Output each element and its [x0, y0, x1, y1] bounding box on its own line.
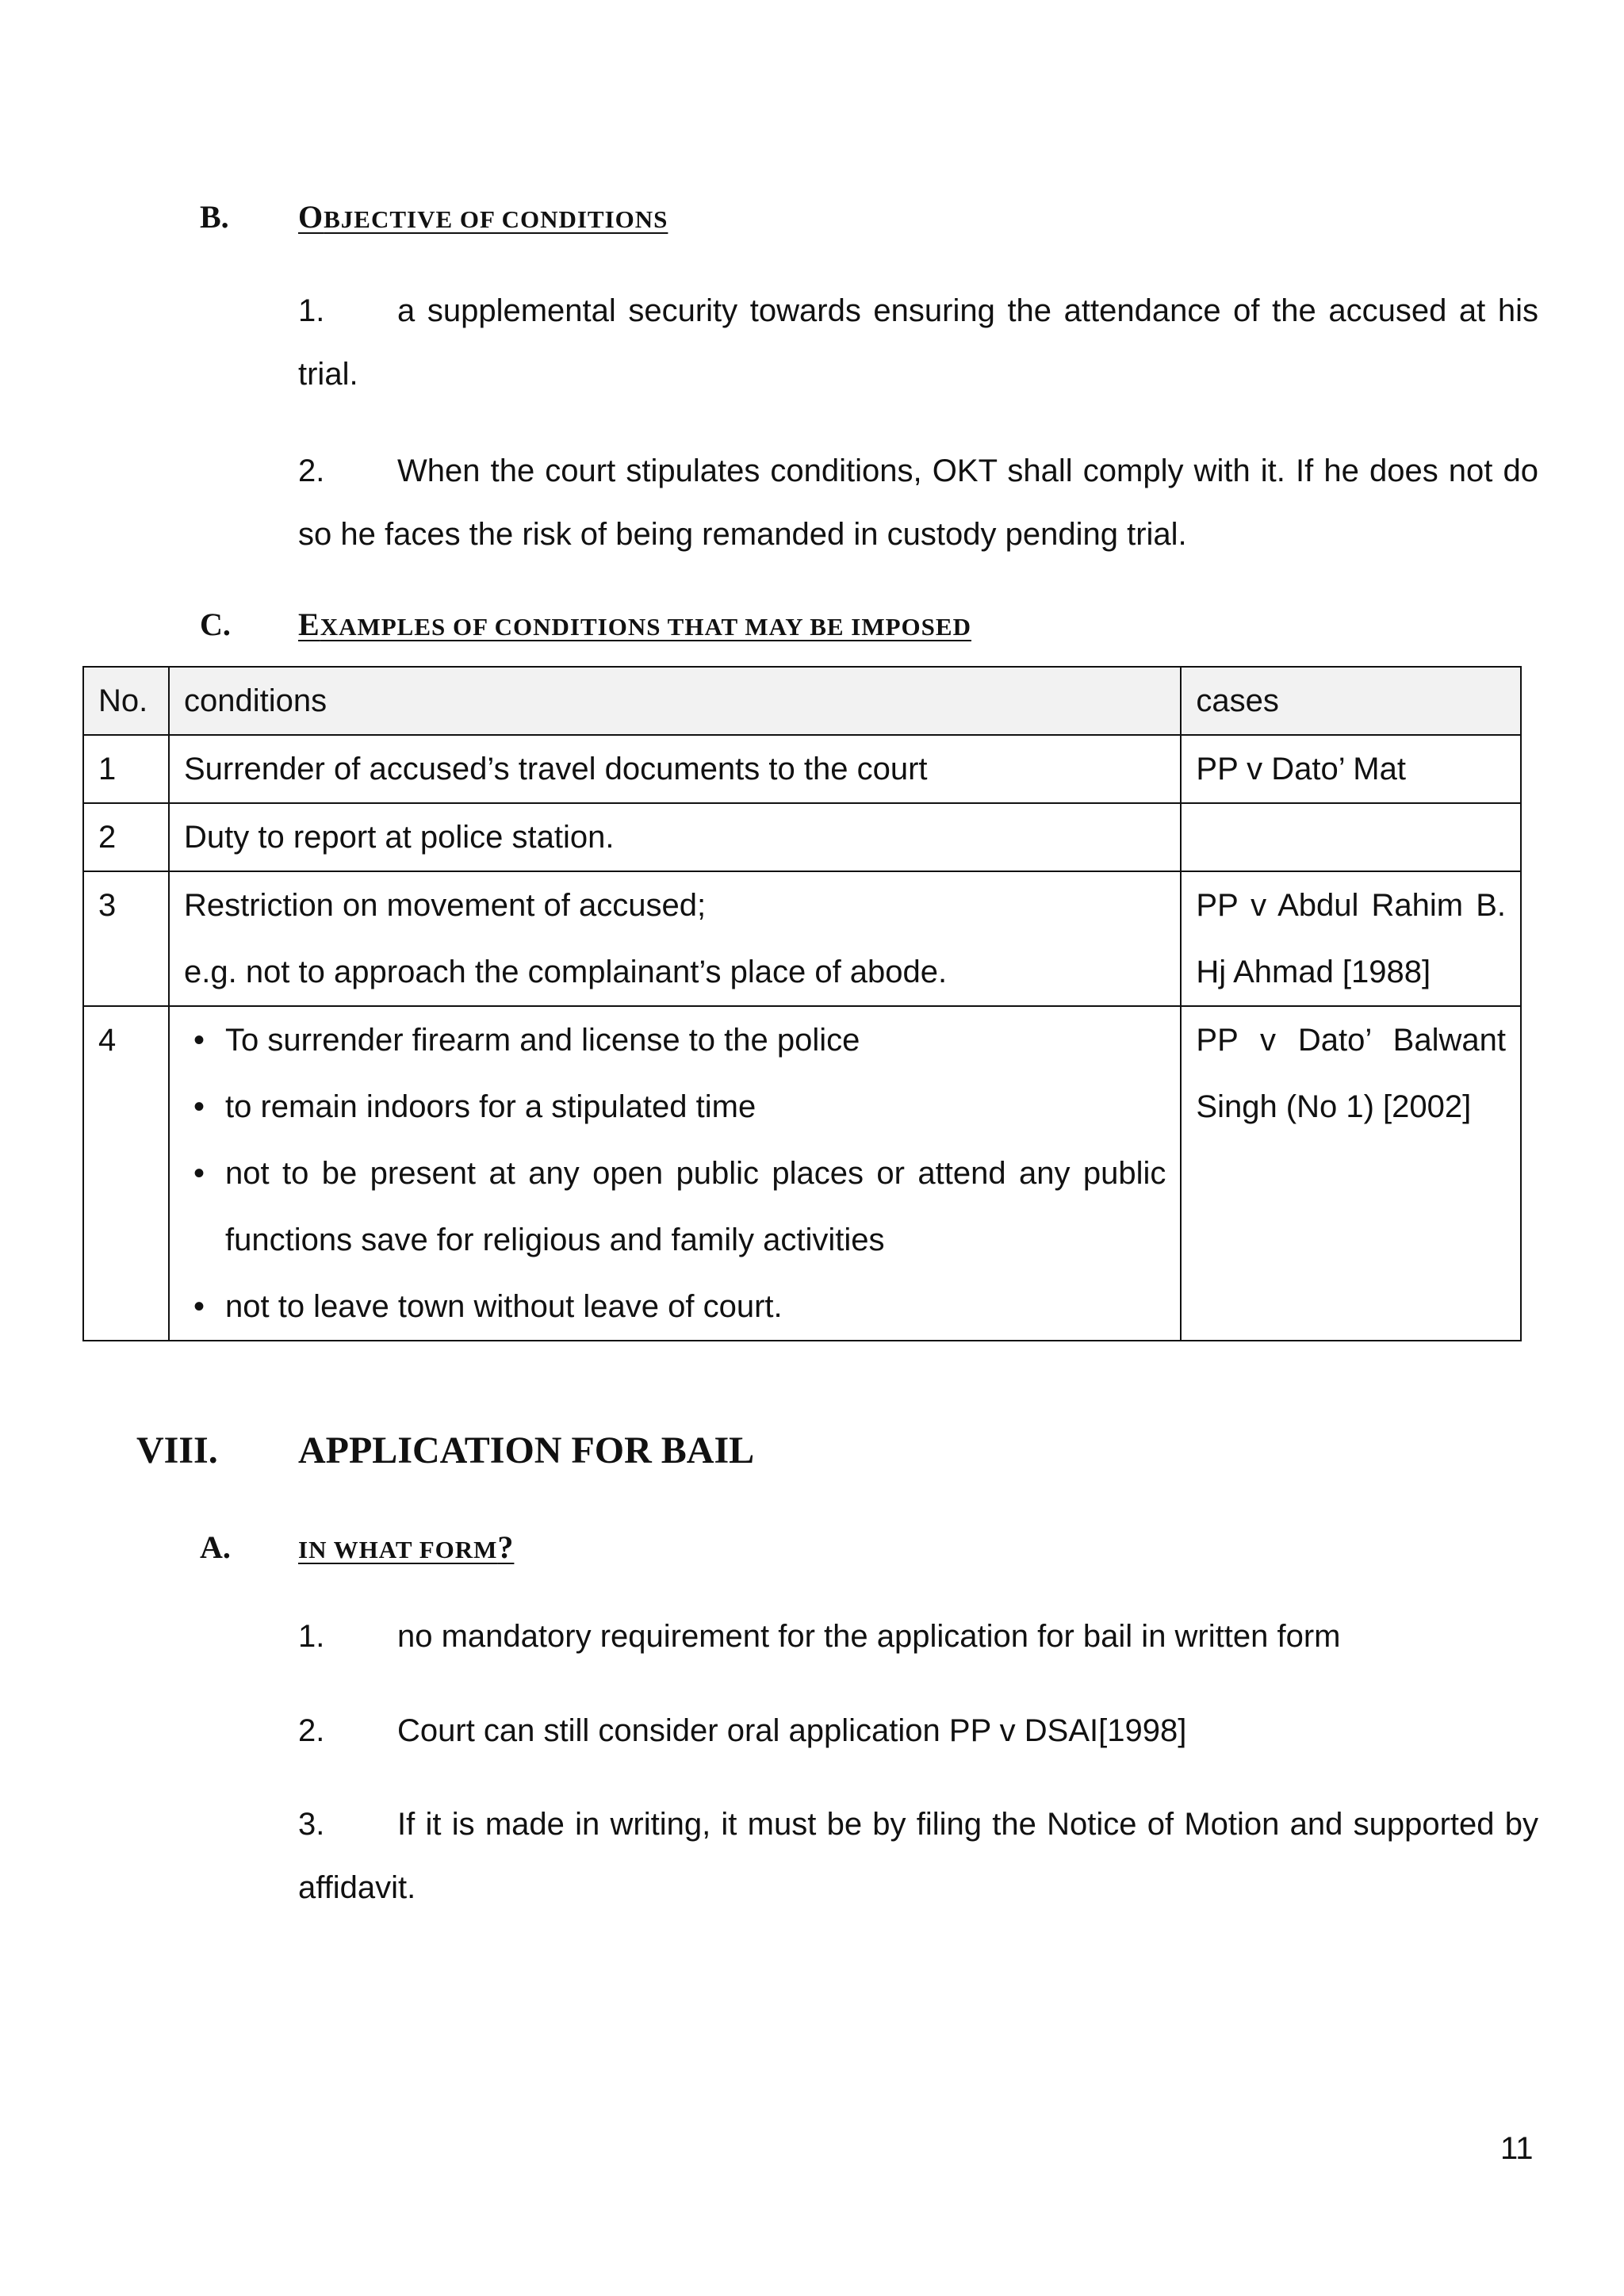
condition-bullet: • to remain indoors for a stipulated time: [225, 1073, 1166, 1140]
condition-line: Restriction on movement of accused;: [183, 888, 707, 923]
table-header-row: [83, 667, 1521, 735]
row-case: PP v Dato’ Mat: [1181, 735, 1521, 803]
item-text: If it is made in writing, it must be by filing the Notice of Motion and supported by affidavit.: [298, 1807, 1538, 1905]
row-condition: [169, 1006, 1181, 1341]
section-b-item-2: [298, 439, 1538, 566]
condition-bullet: • not to be present at any open public places or attend any public functions save for religious and family activities: [225, 1140, 1166, 1273]
item-text: a supplemental security towards ensuring the attendance of the accused at his trial.: [298, 293, 1538, 392]
section-b-title-rest: BJECTIVE OF CONDITIONS: [324, 205, 668, 233]
row-condition: Duty to report at police station.: [169, 803, 1181, 871]
section-b-title: [298, 198, 668, 235]
section-a-item-1: [298, 1605, 1538, 1668]
item-number: 2.: [298, 453, 325, 488]
row-case: PP v Dato’ Balwant Singh (No 1) [2002]: [1181, 1006, 1521, 1341]
section-a-title: [298, 1529, 514, 1566]
section-b-letter: B.: [200, 199, 229, 235]
item-text: no mandatory requirement for the application for bail in written form: [397, 1619, 1341, 1654]
page-number: 11: [1500, 2131, 1534, 2166]
table-row: [83, 735, 1521, 803]
header-no: No.: [83, 667, 169, 735]
row-number: 2: [83, 803, 169, 871]
row-condition: Surrender of accused’s travel documents to the court: [169, 735, 1181, 803]
row-case: PP v Abdul Rahim B. Hj Ahmad [1988]: [1181, 871, 1521, 1006]
section-a-title-text: IN WHAT FORM: [298, 1536, 498, 1563]
condition-bullet: • To surrender firearm and license to the police: [225, 1007, 1166, 1073]
item-text: When the court stipulates conditions, OKT shall comply with it. If he does not do so he faces the risk of being remanded in custody pending trial.: [298, 453, 1538, 552]
section-a-letter: A.: [200, 1529, 231, 1565]
section-c-title-rest: XAMPLES OF CONDITIONS THAT MAY BE IMPOSED: [320, 613, 971, 641]
header-cases: cases: [1181, 667, 1521, 735]
item-number: 1.: [298, 1619, 325, 1654]
section-a-item-2: [298, 1699, 1538, 1762]
table-row: [83, 1006, 1521, 1341]
item-number: 1.: [298, 293, 325, 328]
row-number: 3: [83, 871, 169, 1006]
conditions-table: [82, 666, 1522, 1341]
row-case: [1181, 803, 1521, 871]
section-viii-number: VIII.: [136, 1429, 218, 1471]
section-c-title: [298, 606, 971, 643]
header-conditions: conditions: [169, 667, 1181, 735]
row-number: 4: [83, 1006, 169, 1341]
item-text: Court can still consider oral application PP v DSAI[1998]: [397, 1713, 1187, 1748]
section-c-title-initial: E: [298, 607, 320, 642]
item-number: 3.: [298, 1807, 325, 1842]
section-viii-title: APPLICATION FOR BAIL: [298, 1429, 755, 1471]
section-c-letter: C.: [200, 607, 231, 642]
condition-bullet: • not to leave town without leave of court.: [225, 1273, 1166, 1340]
section-b-title-initial: O: [298, 199, 324, 235]
row-number: 1: [83, 735, 169, 803]
condition-line: e.g. not to approach the complainant’s place of abode.: [183, 955, 948, 989]
item-number: 2.: [298, 1713, 325, 1748]
section-a-item-3: [298, 1793, 1538, 1919]
section-b-item-1: [298, 279, 1538, 406]
table-row: [83, 871, 1521, 1006]
condition-bullet-list: [184, 1007, 1166, 1340]
section-a-title-mark: ?: [497, 1529, 515, 1565]
table-row: [83, 803, 1521, 871]
row-condition: [169, 871, 1181, 1006]
